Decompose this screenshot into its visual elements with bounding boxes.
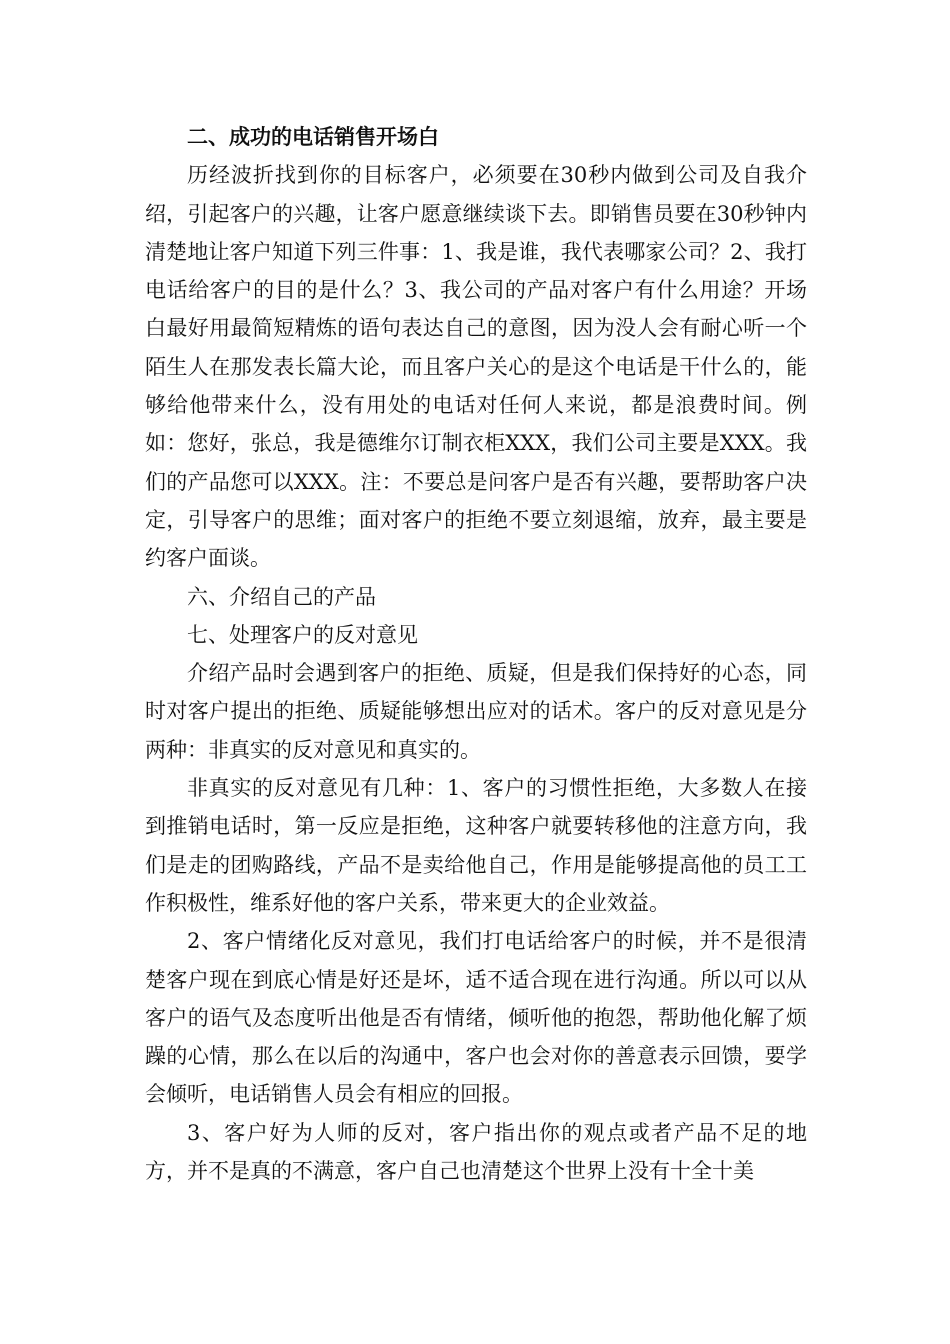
paragraph-section-six: 六、介绍自己的产品 [187, 584, 376, 609]
section-heading: 二、成功的电话销售开场白 [187, 124, 439, 149]
paragraph-objection-intro: 介绍产品时会遇到客户的拒绝、质疑，但是我们保持好的心态，同时对客户提出的拒绝、质疑能够想出应对的话术。客户的反对意见是分两种：非真实的反对意见和真实的。 [145, 661, 807, 762]
paragraph-opening-intro: 历经波折找到你的目标客户，必须要在30秒内做到公司及自我介绍，引起客户的兴趣，让客户愿意继续谈下去。即销售员要在30秒钟内清楚地让客户知道下列三件事：1、我是谁，我代表哪家公司？2、我打电话给客户的目的是什么？3、我公司的产品对客户有什么用途？开场白最好用最简短精炼的语句表达自己的意图，因为没人会有耐心听一个陌生人在那发表长篇大论，而且客户关心的是这个电话是干什么的，能够给他带来什么，没有用处的电话对任何人来说，都是浪费时间。例如：您好，张总，我是德维尔订制衣柜XXX，我们公司主要是XXX。我们的产品您可以XXX。注：不要总是问客户是否有兴趣，要帮助客户决定，引导客户的思维；面对客户的拒绝不要立刻退缩，放弃，最主要是约客户面谈。 [145, 163, 807, 571]
paragraph-objection-teacher: 3、客户好为人师的反对，客户指出你的观点或者产品不足的地方，并不是真的不满意，客户自己也清楚这个世界上没有十全十美 [145, 1120, 807, 1184]
paragraph-section-seven: 七、处理客户的反对意见 [187, 622, 418, 647]
document-body [145, 118, 807, 1190]
paragraph-objection-emotional: 2、客户情绪化反对意见，我们打电话给客户的时候，并不是很清楚客户现在到底心情是好还是坏，适不适合现在进行沟通。所以可以从客户的语气及态度听出他是否有情绪，倾听他的抱怨，帮助他化解了烦躁的心情，那么在以后的沟通中，客户也会对你的善意表示回馈，要学会倾听，电话销售人员会有相应的回报。 [145, 929, 807, 1107]
paragraph-objection-habitual: 非真实的反对意见有几种：1、客户的习惯性拒绝，大多数人在接到推销电话时，第一反应是拒绝，这种客户就要转移他的注意方向，我们是走的团购路线，产品不是卖给他自己，作用是能够提高他的员工工作积极性，维系好他的客户关系，带来更大的企业效益。 [145, 776, 807, 915]
